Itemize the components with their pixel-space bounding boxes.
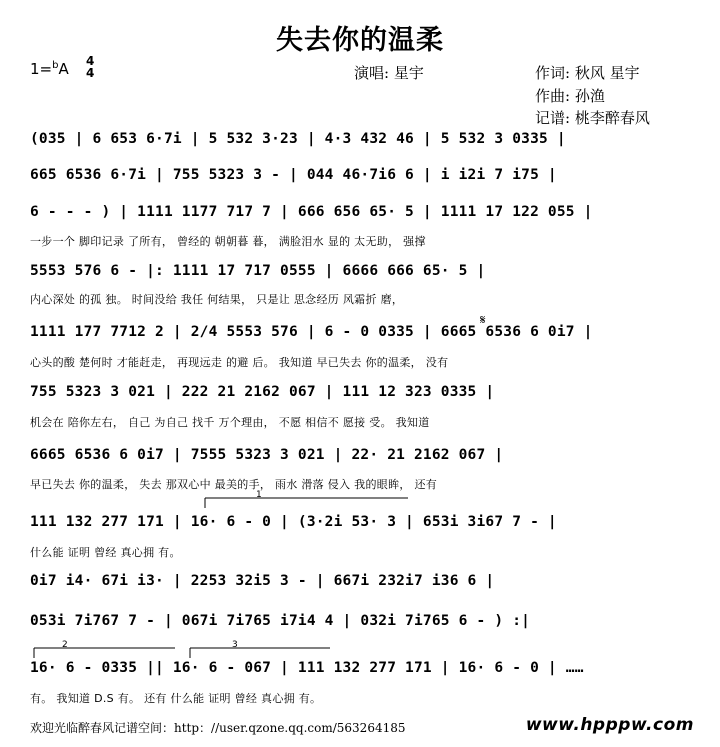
site-watermark: www.hpppw.com [525, 715, 694, 735]
lyricist-label: 作词: [535, 64, 571, 82]
footer-text: 欢迎光临醉春风记谱空间：http：//user.qzone.qq.com/563264185 [30, 721, 406, 735]
volta-3-bracket [190, 648, 330, 658]
lyric-row-7: 早已失去 你的温柔， 失去 那双心中 最美的手， 雨水 滑落 侵入 我的眼眸， 还有 [30, 478, 438, 491]
time-signature-top: 4 [86, 54, 95, 68]
notation-row-2: 665 6536 6·7i | 755 5323 3 - | 044 46·7i6 6 | i i2i 7 i75 | [30, 167, 557, 183]
notation-row-7: 6665 6536 6 0i7 | 7555 5323 3 021 | 22· 21 2162 067 | [30, 447, 504, 463]
segno-sign [480, 313, 486, 328]
notation-row-1: (035 | 6 653 6·7i | 5 532 3·23 | 4·3 432 46 | 5 532 3 0335 | [30, 131, 566, 147]
volta-2-label: 2 [62, 640, 68, 650]
song-title: 失去你的温柔 [276, 25, 444, 56]
svg-text:𝄋: 𝄋 [480, 313, 486, 328]
time-signature-bottom: 4 [86, 66, 95, 80]
notation-row-11: 16· 6 - 0335 || 16· 6 - 067 | 111 132 277 171 | 16· 6 - 0 | …… [30, 660, 584, 676]
notation-row-9: 0i7 i4· 67i i3· | 2253 32i5 3 - | 667i 232i7 i36 6 | [30, 573, 495, 589]
volta-3-label: 3 [232, 640, 238, 650]
volta-1-bracket [205, 498, 408, 508]
key-prefix: 1= [30, 60, 53, 78]
notation-row-3: 6 - - - ) | 1111 1177 717 7 | 666 656 65· 5 | 1111 17 122 055 | [30, 204, 593, 220]
transcriber-label: 记谱: [535, 109, 571, 127]
notation-row-10: 053i 7i767 7 - | 067i 7i765 i7i4 4 | 032i 7i765 6 - ) :| [30, 613, 531, 629]
lyric-row-8: 什么能 证明 曾经 真心拥 有。 [30, 546, 181, 559]
notation-row-5: 1111 177 7712 2 | 2/4 5553 576 | 6 - 0 0335 | 6665 6536 6 0i7 | [30, 324, 593, 340]
notation-row-4: 5553 576 6 - |: 1111 17 717 0555 | 6666 666 65· 5 | [30, 263, 486, 279]
volta-1-label: 1 [256, 490, 262, 500]
lyric-row-11: 有。 我知道 D.S 有。 还有 什么能 证明 曾经 真心拥 有。 [30, 692, 322, 705]
key-note: A [58, 60, 69, 78]
lyric-row-5: 心头的酸 楚何时 才能赶走， 再现远走 的避 后。 我知道 早已失去 你的温柔， 没有 [30, 356, 449, 369]
composer-name: 孙渔 [574, 87, 605, 105]
lyric-row-6: 机会在 陪你左右， 自己 为自己 找千 万个理由， 不愿 相信不 愿接 受。 我知道 [30, 416, 430, 429]
notation-row-8: 111 132 277 171 | 16· 6 - 0 | (3·2i 53· 3 | 653i 3i67 7 - | [30, 514, 557, 530]
lyric-row-3: 一步一个 脚印记录 了所有， 曾经的 朝朝暮 暮， 满脸泪水 显的 太无助， 强撑 [30, 235, 426, 248]
singer-label: 演唱: [354, 64, 390, 82]
transcriber-name: 桃李醉春风 [574, 109, 650, 127]
flat-sign: b [52, 60, 59, 71]
notation-row-6: 755 5323 3 021 | 222 21 2162 067 | 111 12 323 0335 | [30, 384, 495, 400]
lyric-row-4: 内心深处 的孤 独。 时间没给 我任 何结果， 只是让 思念经历 风霜折 磨， [30, 293, 404, 306]
lyricist-name: 秋风 星宇 [574, 64, 640, 82]
singer-name: 星宇 [393, 64, 424, 82]
composer-label: 作曲: [535, 87, 571, 105]
volta-2-bracket [34, 648, 175, 658]
